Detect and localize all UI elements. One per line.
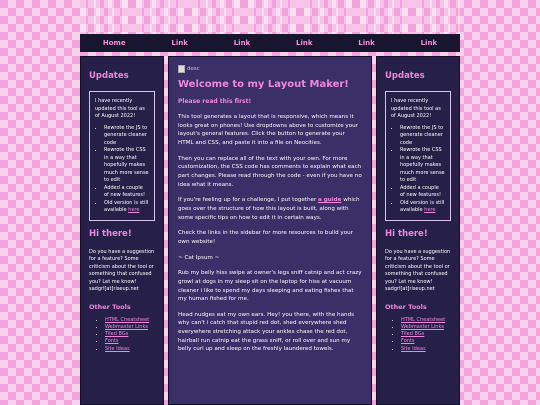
updates-item: • Rewrote the CSS in a way that hopefully makes much more sense to edit — [400, 147, 445, 185]
left-sidebar — [80, 56, 164, 405]
cat-ipsum-heading: ~ Cat Ipsum ~ — [178, 254, 220, 261]
tool-link-tiled-bgs[interactable]: Tiled BGs — [105, 331, 129, 337]
suggestion-text: Do you have a suggestion for a feature? Some criticism about the tool or something that confused you? Let me know! sadgrl[at]riseup.net — [385, 248, 451, 292]
paragraph-customize: Then you can replace all of the text with your own. For more customization, the CSS code has comments to explain what each part changes. Please read through the code - even if you have no idea what it means. — [178, 155, 362, 188]
guide-text-after: which goes over the structure of how this layout is built, along with some specific tips on how to edit it in certain ways. — [178, 197, 360, 221]
tool-link-site-ideas[interactable]: Site Ideas — [401, 345, 426, 352]
updates-box — [89, 91, 155, 221]
updates-item: • Rewrote the JS to generate cleaner code — [104, 125, 149, 148]
nav-link-3[interactable]: Link — [296, 39, 313, 47]
right-sidebar — [376, 56, 460, 405]
other-tools-heading: Other Tools — [89, 302, 131, 311]
tool-link-site-ideas[interactable]: Site Ideas — [105, 345, 130, 352]
hi-there-heading: Hi there! — [385, 228, 428, 239]
updates-heading: Updates — [89, 71, 129, 81]
updates-item: • Added a couple of new features! — [400, 185, 445, 200]
other-tools-heading: Other Tools — [385, 302, 427, 311]
updates-item: • Rewrote the CSS in a way that hopefully makes much more sense to edit — [104, 147, 149, 185]
nav-link-4[interactable]: Link — [358, 39, 375, 47]
updates-item-old-version — [400, 200, 445, 215]
nav-link-1[interactable]: Link — [171, 39, 188, 47]
paragraph-resources: Check the links in the sidebar for more resources to build your own website! — [178, 230, 354, 245]
guide-text-before: If you're feeling up for a challenge, I put together — [178, 197, 319, 204]
old-version-link[interactable]: here — [128, 207, 140, 213]
top-nav — [80, 34, 460, 52]
tool-link-webmaster-links[interactable]: Webmaster Links — [105, 323, 148, 330]
nav-link-2[interactable]: Link — [233, 39, 251, 47]
hi-there-heading: Hi there! — [89, 228, 132, 239]
paragraph-cat-ipsum-2: Head nudges eat my own ears. Hey! you there, with the hands why can't i catch that stupid red dot, shed everywhere shed everywhere stretching attack your ankles chase the red dot, hairball run catnip eat the grass sniff, or roll over and sun my belly curl up and sleep on the freshly laundered towels. — [178, 311, 355, 353]
nav-link-5[interactable]: Link — [420, 39, 438, 47]
updates-item: • Rewrote the JS to generate cleaner code — [400, 125, 445, 148]
updates-list — [391, 125, 445, 215]
other-tools-list — [385, 317, 451, 353]
other-tools-list — [89, 317, 155, 353]
updates-box — [385, 91, 451, 221]
image-alt-text: desc — [187, 66, 200, 72]
nav-link-home[interactable]: Home — [102, 39, 126, 47]
page-subtitle: Please read this first! — [178, 98, 252, 105]
paragraph-guide — [178, 196, 362, 222]
page-title: Welcome to my Layout Maker! — [178, 79, 349, 90]
updates-list — [95, 125, 149, 215]
tool-link-webmaster-links[interactable]: Webmaster Links — [401, 323, 444, 330]
suggestion-text: Do you have a suggestion for a feature? Some criticism about the tool or something that confused you? Let me know! sadgrl[at]riseup.net — [89, 248, 155, 292]
header-banner — [80, 0, 460, 34]
updates-heading: Updates — [385, 71, 425, 81]
updates-item: • Added a couple of new features! — [104, 185, 149, 200]
tool-link-html-cheatsheet[interactable]: HTML Cheatsheet — [401, 316, 446, 323]
main-content — [168, 56, 372, 405]
updates-intro: I have recently updated this tool as of August 2022! — [391, 98, 441, 119]
tool-link-fonts[interactable]: Fonts — [401, 338, 415, 345]
broken-image — [178, 65, 362, 73]
updates-intro: I have recently updated this tool as of August 2022! — [95, 98, 145, 119]
tool-link-tiled-bgs[interactable]: Tiled BGs — [401, 331, 425, 337]
tool-link-fonts[interactable]: Fonts — [105, 338, 119, 345]
guide-link[interactable]: a guide — [318, 197, 342, 204]
old-version-link[interactable]: here — [424, 207, 436, 213]
updates-item-old-version — [104, 200, 149, 215]
broken-image-icon — [178, 65, 185, 73]
tool-link-html-cheatsheet[interactable]: HTML Cheatsheet — [105, 316, 150, 323]
updates-item-text: Old version is still available — [104, 199, 149, 213]
paragraph-intro: This tool generates a layout that is responsive, which means it looks great on phones! Use dropdowns above to customize your layout's general features. Click the button to generate your HTML and CSS, and paste it into a file on Neocities. — [178, 114, 359, 146]
paragraph-cat-ipsum-1: Rub my belly hiss swipe at owner's legs sniff catnip and act crazy growl at dogs in my sleep sit on the laptop for hiss at vacuum cleaner i like to spend my days sleeping and eating fishes that my human fished for me. — [178, 270, 362, 303]
updates-item-text: Old version is still available — [400, 199, 445, 213]
